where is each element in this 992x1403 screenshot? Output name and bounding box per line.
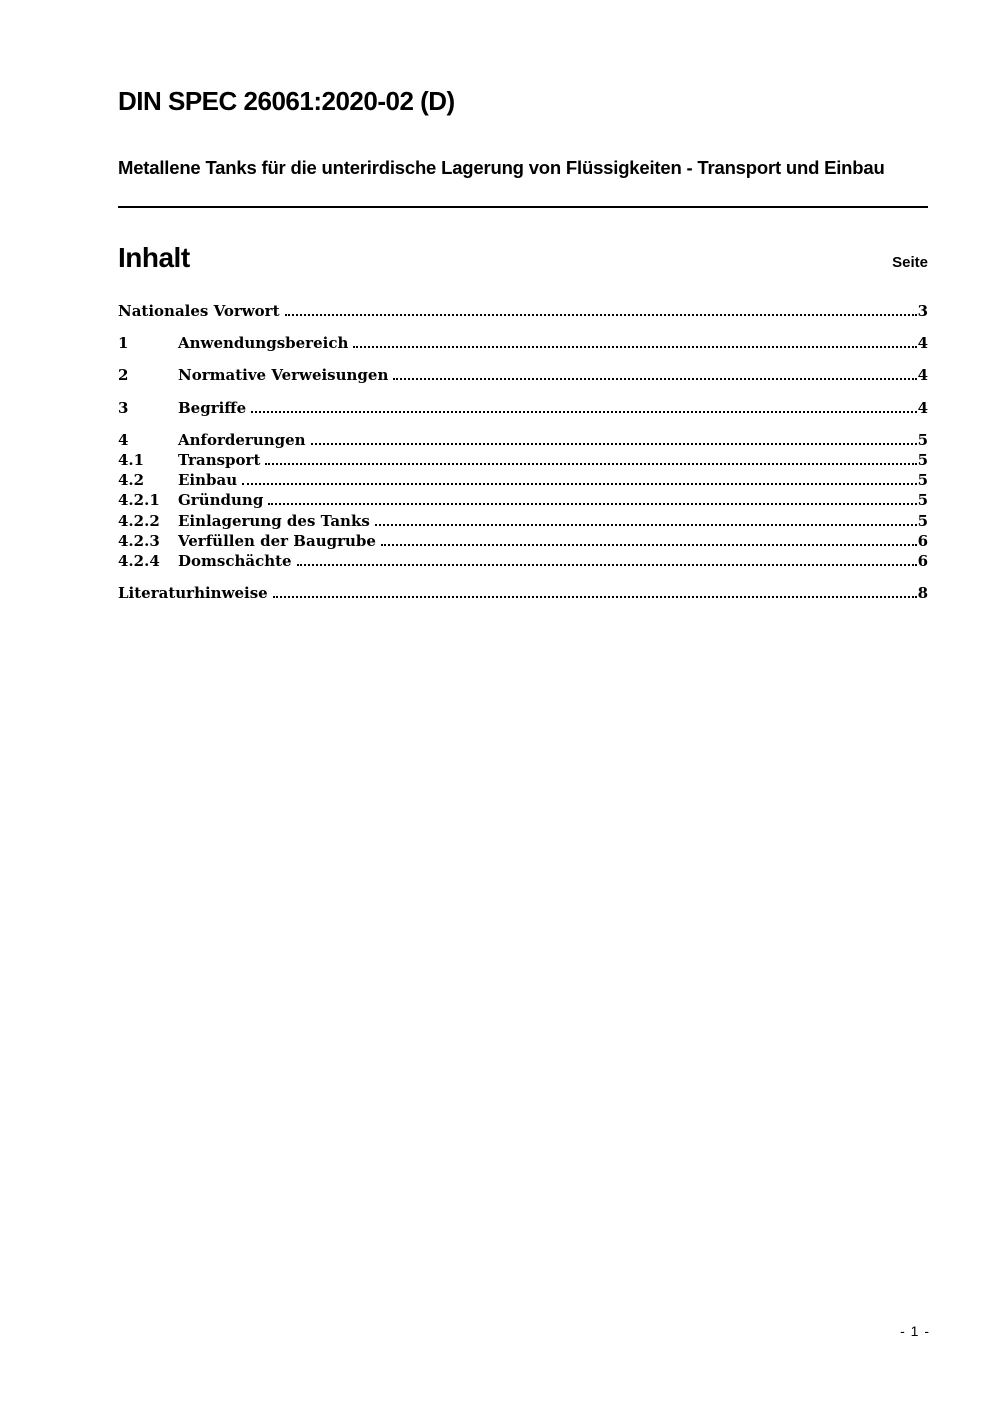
toc-entry-label: Verfüllen der Baugrube — [178, 531, 376, 550]
toc-leader-dots — [265, 463, 916, 465]
page-column-label: Seite — [892, 254, 928, 271]
toc-leader-dots — [393, 378, 916, 380]
toc-leader-dots — [251, 411, 916, 413]
toc-entry-page: 8 — [917, 584, 928, 603]
toc-entry-page: 4 — [917, 398, 928, 417]
title-divider-rule — [118, 206, 928, 208]
toc-leader-dots — [273, 596, 917, 598]
toc-entry-number: 2 — [118, 366, 129, 385]
toc-entry-label: Nationales Vorwort — [118, 302, 280, 320]
toc-entry-normative-verweisungen[interactable] — [118, 365, 928, 385]
toc-entry-transport[interactable] — [118, 450, 928, 470]
toc-entry-einbau[interactable] — [118, 470, 928, 490]
toc-entry-page: 5 — [917, 451, 928, 470]
toc-entry-page: 4 — [917, 366, 928, 385]
toc-heading: Inhalt — [118, 242, 190, 273]
toc-entry-anforderungen[interactable] — [118, 430, 928, 450]
toc-entry-domschaechte[interactable] — [118, 551, 928, 571]
toc-entry-number: 4.2.4 — [118, 552, 160, 571]
toc-entry-anwendungsbereich[interactable] — [118, 333, 928, 353]
toc-leader-dots — [381, 544, 917, 546]
toc-entry-label: Begriffe — [178, 398, 247, 417]
toc-leader-dots — [285, 314, 917, 316]
page-content — [118, 0, 928, 1403]
toc-entry-label: Gründung — [178, 491, 264, 510]
toc-entry-label: Einlagerung des Tanks — [178, 511, 370, 530]
toc-entry-verfuellen-der-baugrube[interactable] — [118, 531, 928, 551]
toc-header — [118, 242, 928, 274]
toc-entry-literaturhinweise[interactable] — [118, 583, 928, 603]
toc-entry-label: Anwendungsbereich — [178, 334, 349, 353]
toc-entry-gruendung[interactable] — [118, 490, 928, 510]
toc-leader-dots — [268, 503, 916, 505]
toc-leader-dots — [353, 346, 916, 348]
toc-entry-number: 4.2.3 — [118, 531, 160, 550]
toc-entry-label: Domschächte — [178, 552, 292, 571]
footer-page-number: - 1 - — [900, 1323, 930, 1339]
toc-entry-page: 5 — [917, 471, 928, 490]
toc-entry-number: 4.2 — [118, 471, 145, 490]
toc-entry-label: Einbau — [178, 471, 238, 490]
document-title: DIN SPEC 26061:2020-02 (D) — [118, 86, 455, 116]
toc-leader-dots — [311, 443, 917, 445]
toc-entry-number: 4.1 — [118, 451, 145, 470]
toc-entry-label: Transport — [178, 451, 261, 470]
toc-entry-label: Normative Verweisungen — [178, 366, 389, 385]
toc-list — [118, 301, 928, 603]
toc-entry-number: 4 — [118, 430, 129, 449]
toc-entry-page: 6 — [917, 531, 928, 550]
toc-entry-label: Anforderungen — [178, 430, 306, 449]
toc-leader-dots — [297, 564, 917, 566]
toc-entry-number: 4.2.2 — [118, 511, 160, 530]
toc-entry-einlagerung-des-tanks[interactable] — [118, 511, 928, 531]
toc-entry-label: Literaturhinweise — [118, 584, 268, 603]
toc-entry-page: 5 — [917, 511, 928, 530]
toc-entry-page: 6 — [917, 552, 928, 571]
toc-leader-dots — [242, 483, 916, 485]
toc-entry-number: 3 — [118, 398, 129, 417]
toc-leader-dots — [375, 524, 917, 526]
toc-entry-page: 4 — [917, 334, 928, 353]
toc-entry-page: 3 — [917, 302, 928, 320]
document-subtitle: Metallene Tanks für die unterirdische Lagerung von Flüssigkeiten - Transport und Einbau — [118, 157, 885, 178]
toc-entry-page: 5 — [917, 491, 928, 510]
toc-entry-page: 5 — [917, 430, 928, 449]
toc-entry-number: 4.2.1 — [118, 491, 160, 510]
toc-entry-nationales-vorwort[interactable] — [118, 301, 928, 321]
toc-entry-begriffe[interactable] — [118, 398, 928, 418]
toc-entry-number: 1 — [118, 334, 129, 353]
